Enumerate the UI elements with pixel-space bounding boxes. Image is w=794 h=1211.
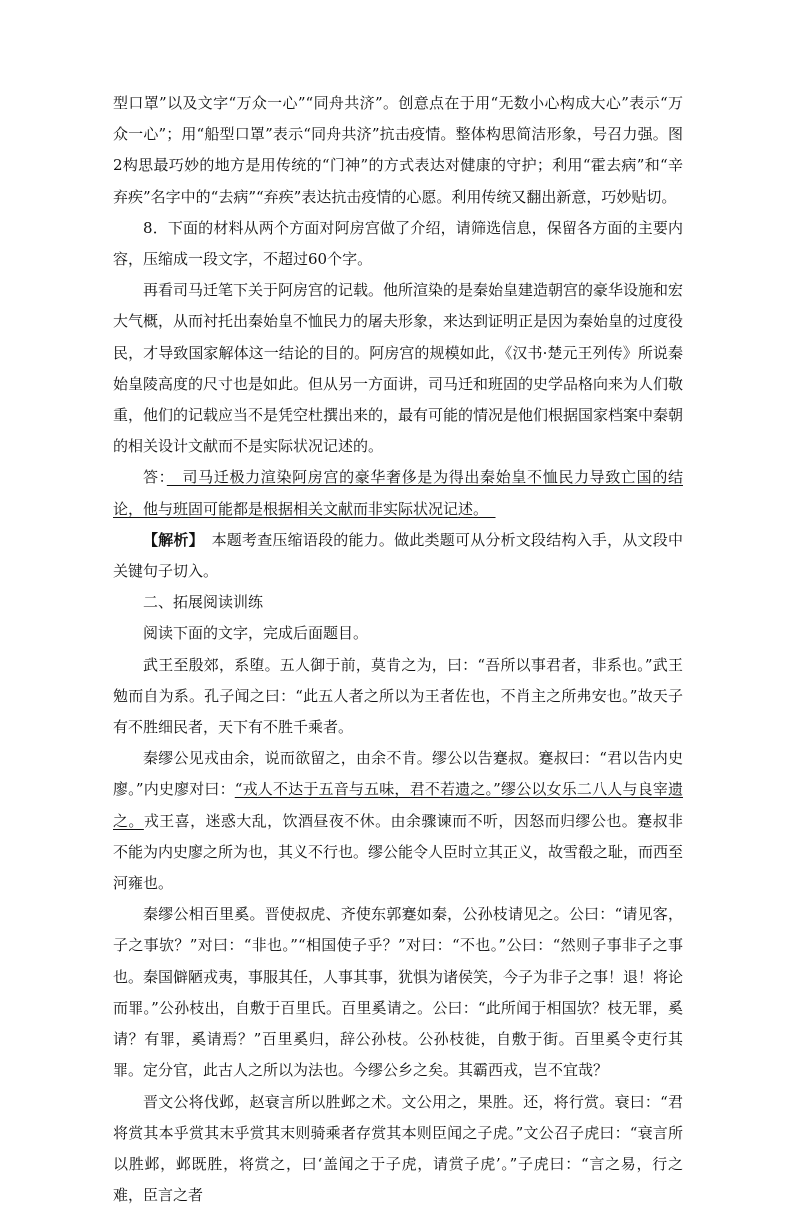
- paragraph-text: 武王至殷郊，系堕。五人御于前，莫肯之为，曰：“吾所以事君者，非系也。”武王勉而自为系。孔子闻之曰：“此五人者之所以为王者佐也，不肖主之所弗安也。”故天子有不胜细民者，天下有不胜千乘者。: [113, 656, 683, 736]
- paragraph-p0: [113, 88, 683, 213]
- paragraph-text: 阅读下面的文字，完成后面题目。: [143, 624, 368, 642]
- paragraph-p9: [113, 899, 683, 1086]
- paragraph-p3: [113, 462, 683, 524]
- paragraph-text: 本题考查压缩语段的能力。做此类题可从分析文段结构入手，从文段中关键句子切入。: [113, 531, 683, 580]
- paragraph-p7: [113, 650, 683, 744]
- analysis-label: 【解析】: [143, 531, 196, 549]
- paragraph-text: 型口罩”以及文字“万众一心”“同舟共济”。创意点在于用“无数小心构成大心”表示“万众一心”；用“船型口罩”表示“同舟共济”抗击疫情。整体构思简洁形象，号召力强。图2构思最巧妙的地方是用传统的“门神”的方式表达对健康的守护；利用“霍去病”和“辛弃疾”名字中的“去病”“弃疾”表达抗击疫情的心愿。利用传统又翻出新意，巧妙贴切。: [113, 94, 683, 206]
- answer-underlined-text: “戎人不达于五音与五味，君不若遗之。”缪公以女乐二八人与良宰遗之。: [113, 780, 683, 829]
- paragraph-p2: [113, 275, 683, 462]
- paragraph-text: 晋文公将伐邺，赵衰言所以胜邺之术。文公用之，果胜。还，将行赏。衰曰：“君将赏其本乎赏其末乎赏其末则骑乘者存赏其本则臣闻之子虎。”文公召子虎曰：“衰言所以胜邺，邺既胜，将赏之，曰‘盖闻之于子虎，请赏子虎’。”子虎曰：“言之易，行之难，臣言之者: [113, 1093, 683, 1205]
- paragraph-text: 戎王喜，迷惑大乱，饮酒昼夜不休。由余骤谏而不听，因怒而归缪公也。蹇叔非不能为内史廖之所为也，其义不行也。缪公能令人臣时立其正义，故雪殽之耻，而西至河雍也。: [113, 812, 683, 892]
- answer-underlined-text: 司马迁极力渲染阿房宫的豪华奢侈是为得出秦始皇不恤民力导致亡国的结论，他与班固可能都是根据相关文献而非实际状况记述。: [113, 468, 683, 517]
- paragraph-p4: [113, 525, 683, 587]
- paragraph-p5: [113, 587, 683, 618]
- paragraph-text: 秦缪公相百里奚。晋使叔虎、齐使东郭蹇如秦，公孙枝请见之。公曰：“请见客，子之事欤？”对曰：“非也。”“相国使子乎？”对曰：“不也。”公曰：“然则子事非子之事也。秦国僻陋戎夷，事服其任，人事其事，犹惧为诸侯笑，今子为非子之事！退！将论而罪。”公孙枝出，自敷于百里氏。百里奚请之。公曰：“此所闻于相国欤？枝无罪，奚请？有罪，奚请焉？”百里奚归，辞公孙枝。公孙枝徙，自敷于街。百里奚令吏行其罪。定分官，此古人之所以为法也。今缪公乡之矣。其霸西戎，岂不宜哉？: [113, 905, 683, 1079]
- paragraph-text: 8．下面的材料从两个方面对阿房宫做了介绍，请筛选信息，保留各方面的主要内容，压缩成一段文字，不超过60个字。: [113, 219, 683, 268]
- paragraph-p1: [113, 213, 683, 275]
- paragraph-text: 秦缪公见戎由余，说而欲留之，由余不肯。缪公以告蹇叔。蹇叔曰：“君以告内史廖。”内史廖对曰：: [113, 749, 683, 798]
- paragraph-p8: [113, 743, 683, 899]
- paragraph-text: 再看司马迁笔下关于阿房宫的记载。他所渲染的是秦始皇建造朝宫的豪华设施和宏大气概，从而衬托出秦始皇不恤民力的屠夫形象，来达到证明正是因为秦始皇的过度役民，才导致国家解体这一结论的目的。阿房宫的规模如此，《汉书·楚元王列传》所说秦始皇陵高度的尺寸也是如此。但从另一方面讲，司马迁和班固的史学品格向来为人们敬重，他们的记载应当不是凭空杜撰出来的，最有可能的情况是他们根据国家档案中秦朝的相关设计文献而不是实际状况记述的。: [113, 281, 683, 455]
- document-body: [113, 88, 683, 1211]
- paragraph-p6: [113, 618, 683, 649]
- paragraph-p10: [113, 1087, 683, 1211]
- paragraph-text: 二、拓展阅读训练: [143, 593, 263, 611]
- paragraph-text: 答：: [143, 468, 167, 486]
